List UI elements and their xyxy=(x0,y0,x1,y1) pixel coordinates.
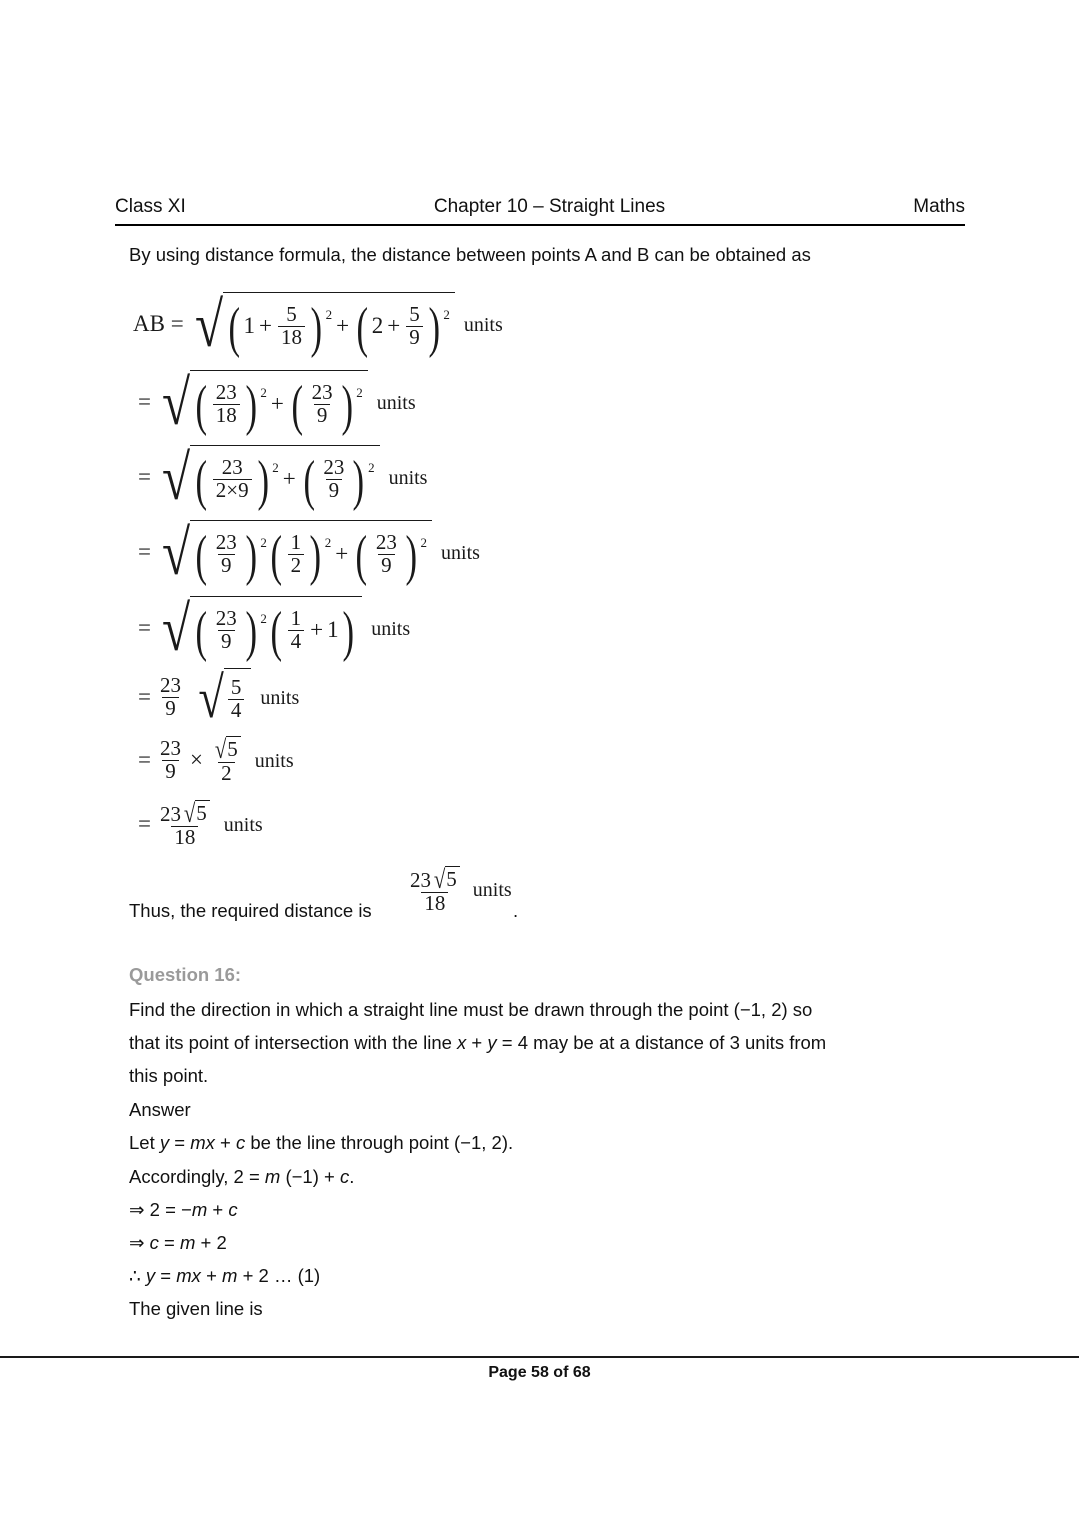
radicand: 5 xyxy=(445,866,460,892)
radical-sign-icon: √ xyxy=(198,665,224,730)
fraction xyxy=(309,379,336,427)
radical-group xyxy=(155,442,380,513)
radical-group xyxy=(155,593,362,664)
header-chapter-title: Chapter 10 – Straight Lines xyxy=(433,196,666,217)
fraction xyxy=(209,736,244,785)
radical-sign-icon: √ xyxy=(162,442,191,513)
question-statement-line-3: this point. xyxy=(129,1065,209,1086)
fraction xyxy=(157,672,184,720)
variable-y: y xyxy=(159,1132,170,1153)
equation-lhs: = xyxy=(138,615,151,640)
variable-m: m xyxy=(191,1199,208,1220)
statement-text: = 4 may be at a distance of 3 units from xyxy=(496,1032,827,1053)
fraction xyxy=(157,800,213,849)
fraction-numerator: 23 xyxy=(375,529,397,554)
fraction xyxy=(288,605,305,653)
units-label: units xyxy=(254,749,294,772)
answer-text: + 2 … (1) xyxy=(237,1265,321,1286)
answer-line-3 xyxy=(129,1199,238,1221)
fraction-denominator: 9 xyxy=(162,697,179,720)
coefficient: 23 xyxy=(410,868,431,892)
answer-text: + xyxy=(200,1265,223,1286)
radical-sign-icon: √ xyxy=(214,735,227,764)
fraction-denominator: 18 xyxy=(278,326,305,349)
plus-operator: + xyxy=(335,541,349,566)
fraction xyxy=(407,866,463,915)
answer-text: ⇒ xyxy=(129,1232,150,1253)
answer-text: be the line through point (−1, 2). xyxy=(245,1132,514,1153)
fraction xyxy=(157,738,184,783)
units-label: units xyxy=(260,686,300,709)
equation-lhs: = xyxy=(138,811,151,837)
fraction-denominator: 4 xyxy=(228,699,245,722)
radical-sign-icon: √ xyxy=(433,865,446,894)
radicand: 5 xyxy=(226,736,241,762)
equation-line-3 xyxy=(138,442,428,513)
plus-operator: + xyxy=(258,313,272,338)
units-label: units xyxy=(371,617,411,640)
fraction xyxy=(213,605,240,653)
multiplication-operator: × xyxy=(189,747,203,773)
units-label: units xyxy=(223,813,263,836)
statement-text: that its point of intersection with the line xyxy=(129,1032,458,1053)
fraction-numerator: 5 xyxy=(286,301,297,326)
units-label: units xyxy=(376,391,416,414)
answer-line-4 xyxy=(129,1232,227,1254)
fraction xyxy=(213,454,252,502)
page-number-label: Page 58 of 68 xyxy=(488,1364,591,1381)
answer-line-6: The given line is xyxy=(129,1298,263,1319)
equation-lhs: = xyxy=(138,747,151,773)
units-label: units xyxy=(388,466,428,489)
radical-group xyxy=(431,866,460,892)
variable-x: x xyxy=(457,1032,467,1053)
radical-sign-icon: √ xyxy=(162,367,191,438)
equation-line-1 xyxy=(133,289,503,360)
exponent: 2 xyxy=(260,385,267,400)
exponent: 2 xyxy=(443,307,450,322)
radical-group xyxy=(192,665,251,730)
radical-group xyxy=(188,289,455,360)
fraction-numerator: 1 xyxy=(290,529,302,554)
exponent: 2 xyxy=(368,460,375,475)
answer-line-1 xyxy=(129,1132,513,1154)
footer-divider xyxy=(0,1356,1079,1358)
fraction xyxy=(406,301,423,349)
exponent: 2 xyxy=(325,307,333,322)
fraction-denominator: 9 xyxy=(218,554,235,577)
answer-text: ⇒ 2 = − xyxy=(129,1199,192,1220)
variable-y: y xyxy=(487,1032,497,1053)
fraction xyxy=(288,529,305,577)
fraction-numerator: 23 xyxy=(159,736,181,761)
exponent: 2 xyxy=(260,535,267,550)
equation-lhs: = xyxy=(138,684,151,709)
equation-lhs: = xyxy=(138,539,151,564)
intro-text: By using distance formula, the distance between points A and B can be obtained as xyxy=(129,244,811,265)
answer-line-2 xyxy=(129,1166,354,1188)
fraction-denominator: 18 xyxy=(171,826,198,849)
fraction-numerator: 23 xyxy=(311,379,333,404)
exponent: 2 xyxy=(356,385,363,400)
fraction-denominator: 9 xyxy=(314,404,331,427)
radicand: ( $\frac{23}{9}$ ) 2 ( $\frac{1}{4}$ + 1 ) xyxy=(190,596,362,660)
variable-c: c xyxy=(339,1166,350,1187)
question-statement-line-2 xyxy=(129,1032,826,1054)
fraction-numerator xyxy=(157,800,213,826)
exponent: 2 xyxy=(420,535,428,550)
fraction-denominator: 9 xyxy=(326,479,343,502)
equation-line-5 xyxy=(138,593,411,664)
answer-text: + xyxy=(214,1132,236,1153)
units-label: units xyxy=(441,541,480,564)
fraction-numerator: 23 xyxy=(221,454,243,479)
equation-lhs: = xyxy=(138,389,151,414)
radicand xyxy=(224,668,252,726)
radical-group xyxy=(155,517,432,588)
answer-text: Accordingly, 2 = xyxy=(129,1166,265,1187)
radical-group xyxy=(181,800,210,826)
equation-line-7 xyxy=(138,736,294,785)
radicand: ( $\frac{23}{9}$ ) 2 ( $\frac{1}{2}$ ) 2 + ( $\frac{23}{9}$ ) 2 xyxy=(190,520,432,584)
fraction-numerator: 23 xyxy=(215,605,237,630)
radical-group xyxy=(155,367,368,438)
question-heading: Question 16: xyxy=(129,964,242,985)
term-integer: 2 xyxy=(371,313,384,338)
equation-line-2 xyxy=(138,367,416,438)
answer-label: Answer xyxy=(129,1099,191,1120)
variable-m: m xyxy=(264,1166,281,1187)
fraction-denominator: 9 xyxy=(218,630,235,653)
fraction xyxy=(373,529,400,577)
header-class-label: Class XI xyxy=(115,196,186,217)
equation-lhs: AB = xyxy=(133,311,184,336)
exponent: 2 xyxy=(324,535,332,550)
fraction-numerator: 1 xyxy=(290,605,302,630)
addend-term: 1 xyxy=(327,617,339,642)
answer-text: . xyxy=(349,1166,355,1187)
header-divider xyxy=(115,224,965,226)
fraction-numerator xyxy=(209,736,244,762)
variable-c: c xyxy=(228,1199,238,1220)
fraction xyxy=(320,454,347,502)
answer-text: = xyxy=(155,1265,177,1286)
variable-c: c xyxy=(149,1232,159,1253)
units-label: units xyxy=(463,313,503,336)
answer-line-5 xyxy=(129,1265,320,1287)
variable-m: m xyxy=(222,1265,238,1286)
conclusion-math xyxy=(405,866,512,915)
fraction xyxy=(213,529,240,577)
variable-mx: mx xyxy=(176,1265,201,1286)
answer-text: Let xyxy=(129,1132,160,1153)
equation-line-4 xyxy=(138,517,480,588)
fraction-numerator: 23 xyxy=(159,672,181,697)
radicand: ( 1 + $\frac{5}{18}$ ) 2 + ( 2 + $\frac{5}{9}$ ) 2 xyxy=(223,292,455,356)
conclusion-text: Thus, the required distance is xyxy=(129,900,372,921)
answer-text: = xyxy=(169,1132,191,1153)
fraction-denominator: 2 xyxy=(218,762,235,785)
radical-group xyxy=(212,736,241,762)
fraction-numerator: 5 xyxy=(409,301,420,326)
coefficient: 23 xyxy=(159,802,181,826)
exponent: 2 xyxy=(260,611,267,626)
radical-sign-icon: √ xyxy=(162,517,191,588)
page-header xyxy=(115,196,965,218)
fraction-numerator: 23 xyxy=(215,529,237,554)
fraction-numerator xyxy=(407,866,463,892)
units-label: units xyxy=(472,878,512,901)
equation-lhs: = xyxy=(138,464,151,489)
radicand: ( $\frac{23}{2\times 9}$ ) 2 + ( $\frac{23}{9}$ ) 2 xyxy=(190,445,379,509)
plus-operator: + xyxy=(282,466,296,491)
radical-sign-icon: √ xyxy=(162,593,191,664)
variable-y: y xyxy=(145,1265,156,1286)
fraction-denominator: 9 xyxy=(162,760,179,783)
fraction-denominator: 4 xyxy=(288,630,305,653)
equation-line-8 xyxy=(138,800,263,849)
answer-text: (−1) + xyxy=(280,1166,340,1187)
fraction-denominator: 18 xyxy=(421,892,448,915)
answer-text: + 2 xyxy=(195,1232,227,1253)
fraction-numerator: 23 xyxy=(323,454,345,479)
answer-text: + xyxy=(207,1199,229,1220)
fraction xyxy=(213,379,240,427)
plus-operator: + xyxy=(387,313,401,338)
term-integer: 1 xyxy=(243,313,255,338)
variable-c: c xyxy=(235,1132,246,1153)
equation-line-6 xyxy=(138,665,300,730)
fraction-denominator: 2×9 xyxy=(213,479,252,502)
radicand: ( $\frac{23}{18}$ ) 2 + ( $\frac{23}{9}$ ) 2 xyxy=(190,370,368,434)
fraction-numerator: 23 xyxy=(215,379,237,404)
variable-m: m xyxy=(180,1232,196,1253)
radicand: 5 xyxy=(195,800,210,826)
exponent: 2 xyxy=(272,460,279,475)
fraction-denominator: 9 xyxy=(406,326,423,349)
fraction-denominator: 9 xyxy=(378,554,395,577)
plus-operator: + xyxy=(310,617,324,642)
variable-mx: mx xyxy=(190,1132,215,1153)
conclusion-period: . xyxy=(513,900,519,921)
radical-sign-icon: √ xyxy=(183,799,196,828)
statement-text: + xyxy=(466,1032,488,1053)
header-subject-label: Maths xyxy=(913,196,965,217)
fraction xyxy=(228,674,245,722)
answer-text: ∴ xyxy=(129,1265,146,1286)
radical-sign-icon: √ xyxy=(194,289,223,360)
fraction-denominator: 2 xyxy=(288,554,305,577)
question-statement-line-1: Find the direction in which a straight line must be drawn through the point (−1, 2) so xyxy=(129,999,813,1020)
plus-operator: + xyxy=(336,313,350,338)
plus-operator: + xyxy=(270,391,284,416)
fraction-numerator: 5 xyxy=(230,674,242,699)
answer-text: = xyxy=(158,1232,180,1253)
fraction xyxy=(278,301,305,349)
fraction-denominator: 18 xyxy=(213,404,240,427)
